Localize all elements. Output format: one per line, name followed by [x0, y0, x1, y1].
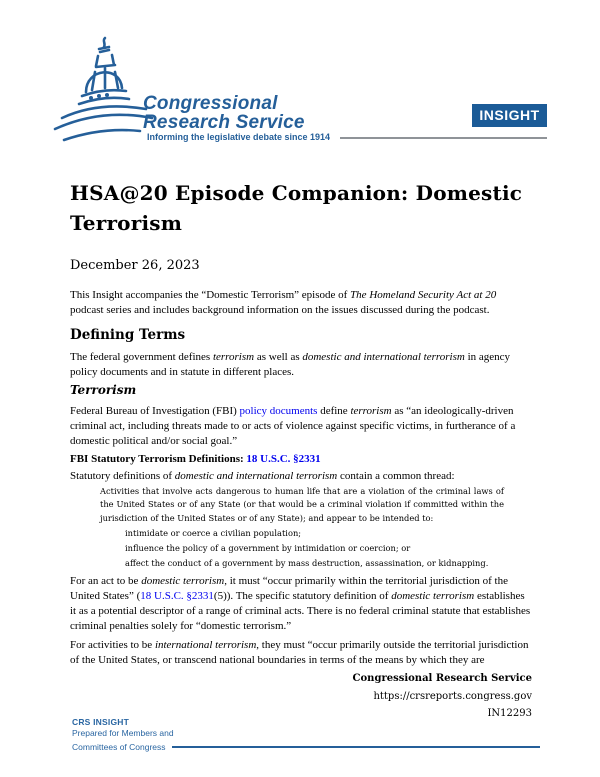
text-segment: (5)). The specific statutory definition of	[213, 590, 392, 603]
text-segment: , it must “occur primarily within the territorial jurisdiction of the United States” (	[70, 575, 508, 603]
document-date: December 26, 2023	[70, 258, 200, 273]
text-segment: The federal government defines	[70, 351, 213, 363]
subsection-heading-terrorism: Terrorism	[70, 383, 137, 397]
defining-terms-paragraph	[70, 350, 532, 380]
text-segment: Federal Bureau of Investigation (FBI)	[70, 405, 240, 417]
quote-item: affect the conduct of a government by mass destruction, assassination, or kidnapping.	[125, 558, 489, 569]
text-segment: For an act to be	[70, 575, 142, 588]
footer-url: https://crsreports.congress.gov	[373, 690, 532, 702]
header	[0, 0, 600, 150]
footer-org: Congressional Research Service	[352, 673, 532, 685]
text-segment: This Insight accompanies the “Domestic Terrorism” episode of	[70, 289, 351, 301]
statute-block-quote: Activities that involve acts dangerous to human life that are a violation of the criminal laws of the United States or of any State (or that would be a criminal violation if committed within the jurisdiction of the United States or of any State); and appear to be intended to:	[100, 486, 504, 523]
document-body	[70, 178, 532, 723]
section-heading-defining-terms: Defining Terms	[70, 327, 186, 343]
quote-item: intimidate or coerce a civilian population;	[125, 528, 302, 539]
text-segment: terrorism	[350, 405, 392, 417]
text-segment: The Homeland Security Act at 20	[350, 289, 497, 301]
text-segment: establishes it as a potential descriptor of a range of criminal acts. There is no federal criminal statute that establishes criminal penalties solely for “domestic terrorism.”	[70, 590, 531, 633]
header-rule	[340, 137, 547, 139]
page-title: HSA@20 Episode Companion: Domestic Terrorism	[70, 181, 523, 235]
text-segment: FBI Statutory Terrorism Definitions:	[70, 453, 247, 465]
domestic-terrorism-paragraph	[70, 574, 532, 634]
statutory-definitions-paragraph	[70, 469, 532, 484]
logo-line1: Congressional	[143, 93, 278, 114]
usc-2331-link[interactable]: 18 U.S.C. §2331	[246, 453, 321, 465]
international-terrorism-paragraph	[70, 638, 532, 668]
logo-line2: Research Service	[143, 112, 305, 133]
text-segment: terrorism	[212, 351, 255, 363]
footer-doc-id: IN12293	[487, 708, 532, 720]
text-segment: For activities to be	[70, 639, 155, 652]
policy-documents-link[interactable]: policy documents	[239, 405, 318, 417]
text-segment: as well as	[254, 351, 303, 363]
logo-wordmark	[143, 94, 305, 132]
text-segment: domestic terrorism	[391, 590, 475, 603]
text-segment: domestic terrorism	[141, 575, 225, 588]
brand-line3: Committees of Congress	[72, 741, 166, 752]
text-segment: define	[317, 405, 351, 417]
capitol-dome-icon	[50, 34, 154, 150]
brand-line1: CRS INSIGHT	[72, 717, 129, 727]
text-segment: as “an ideologically-driven criminal act, including threats made to or acts of violence against specific victims, in furtherance of a domestic political and/or social goal.”	[70, 405, 516, 447]
footer-rule	[172, 746, 540, 748]
intro-paragraph	[70, 288, 532, 318]
text-segment: domestic and international terrorism	[302, 351, 465, 363]
text-segment: Statutory definitions of	[70, 470, 175, 482]
text-segment: domestic and international terrorism	[174, 470, 338, 482]
brand-line3-row	[72, 742, 540, 754]
quote-item: influence the policy of a government by intimidation or coercion; or	[125, 543, 411, 554]
brand-line2: Prepared for Members and	[72, 728, 174, 738]
fbi-statutory-definitions-line	[70, 452, 532, 467]
text-segment: , they must “occur primarily outside the territorial jurisdiction of the United States, or transcend national boundaries in terms of the means by which they are	[70, 639, 529, 667]
fbi-definition-paragraph	[70, 404, 532, 449]
text-segment: contain a common thread:	[337, 470, 455, 482]
text-segment: international terrorism	[154, 639, 257, 652]
insight-badge: INSIGHT	[472, 104, 547, 127]
usc-2331-inline-link[interactable]: 18 U.S.C. §2331	[140, 590, 214, 603]
text-segment: in agency policy documents and in statute in different places.	[70, 351, 511, 378]
logo-tagline: Informing the legislative debate since 1914	[147, 132, 331, 142]
crs-insight-brand	[72, 717, 540, 753]
document-footer	[70, 670, 532, 723]
text-segment: podcast series and includes background information on the issues discussed during the podcast.	[70, 304, 490, 316]
